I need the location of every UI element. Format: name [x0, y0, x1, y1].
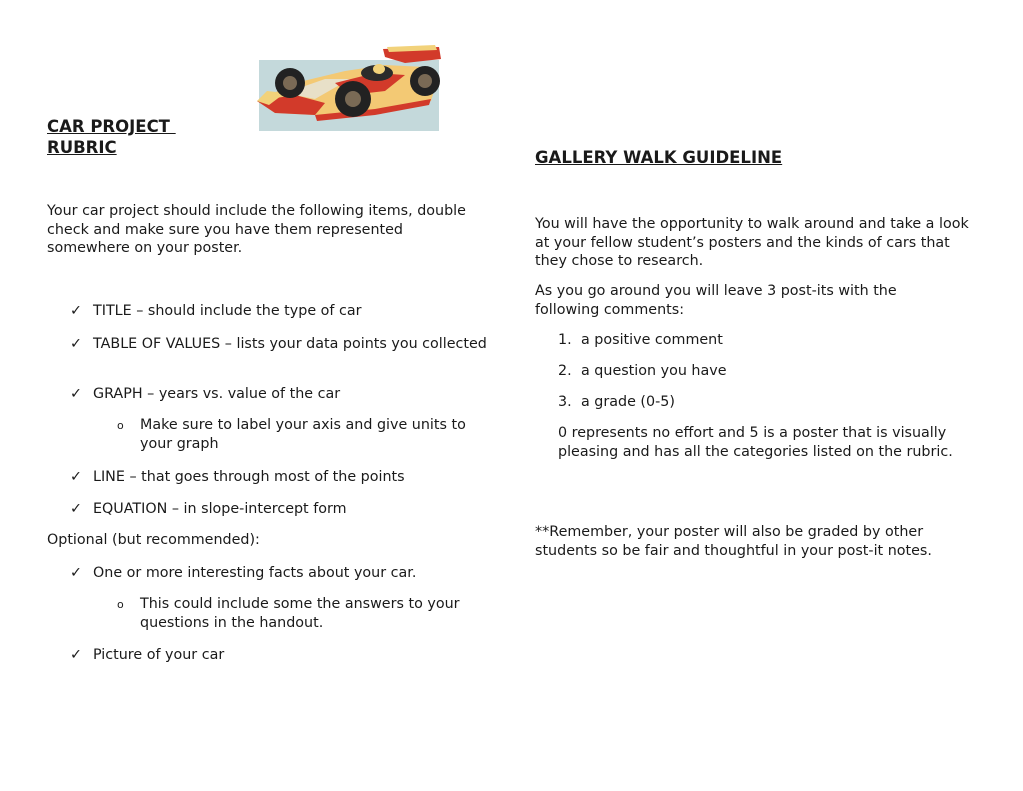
- rubric-item: ✓ TITLE – should include the type of car: [70, 303, 362, 319]
- reminder-note: **Remember, your poster will also be graded by other students so be fair and thoughtful in your post-it notes.: [535, 524, 932, 559]
- gallery-para-2: As you go around you will leave 3 post-its with the following comments:: [535, 283, 897, 318]
- gallery-title: GALLERY WALK GUIDELINE: [535, 148, 783, 167]
- rubric-title: CAR PROJECT RUBRIC: [47, 117, 170, 157]
- check-icon: ✓: [70, 386, 82, 402]
- rubric-item: ✓ LINE – that goes through most of the points: [70, 469, 405, 485]
- rubric-intro: Your car project should include the following items, double check and make sure you have them represented somewhere on your poster.: [47, 203, 466, 256]
- optional-item: ✓ One or more interesting facts about your car.: [70, 565, 417, 581]
- grade-note: 0 represents no effort and 5 is a poster that is visually pleasing and has all the categories listed on the rubric.: [558, 425, 953, 460]
- check-icon: ✓: [70, 647, 82, 663]
- bullet-icon: o: [117, 598, 124, 611]
- rubric-item: ✓ GRAPH – years vs. value of the car: [70, 386, 341, 402]
- race-car-image: [255, 43, 445, 133]
- rubric-sub-item: o Make sure to label your axis and give units to your graph: [117, 417, 466, 452]
- comment-item: 2. a question you have: [558, 363, 727, 379]
- optional-label: Optional (but recommended):: [47, 532, 260, 548]
- check-icon: ✓: [70, 501, 82, 517]
- check-icon: ✓: [70, 565, 82, 581]
- check-icon: ✓: [70, 303, 82, 319]
- bullet-icon: o: [117, 419, 124, 432]
- gallery-para-1: You will have the opportunity to walk around and take a look at your fellow student’s posters and the kinds of cars that they chose to research.: [535, 216, 969, 269]
- optional-sub-item: o This could include some the answers to your questions in the handout.: [117, 596, 460, 631]
- check-icon: ✓: [70, 469, 82, 485]
- comment-item: 3. a grade (0-5): [558, 394, 675, 410]
- rubric-item: ✓ EQUATION – in slope-intercept form: [70, 501, 347, 517]
- comment-item: 1. a positive comment: [558, 332, 723, 348]
- optional-item: ✓ Picture of your car: [70, 647, 225, 663]
- rubric-item: ✓ TABLE OF VALUES – lists your data points you collected: [70, 336, 487, 352]
- check-icon: ✓: [70, 336, 82, 352]
